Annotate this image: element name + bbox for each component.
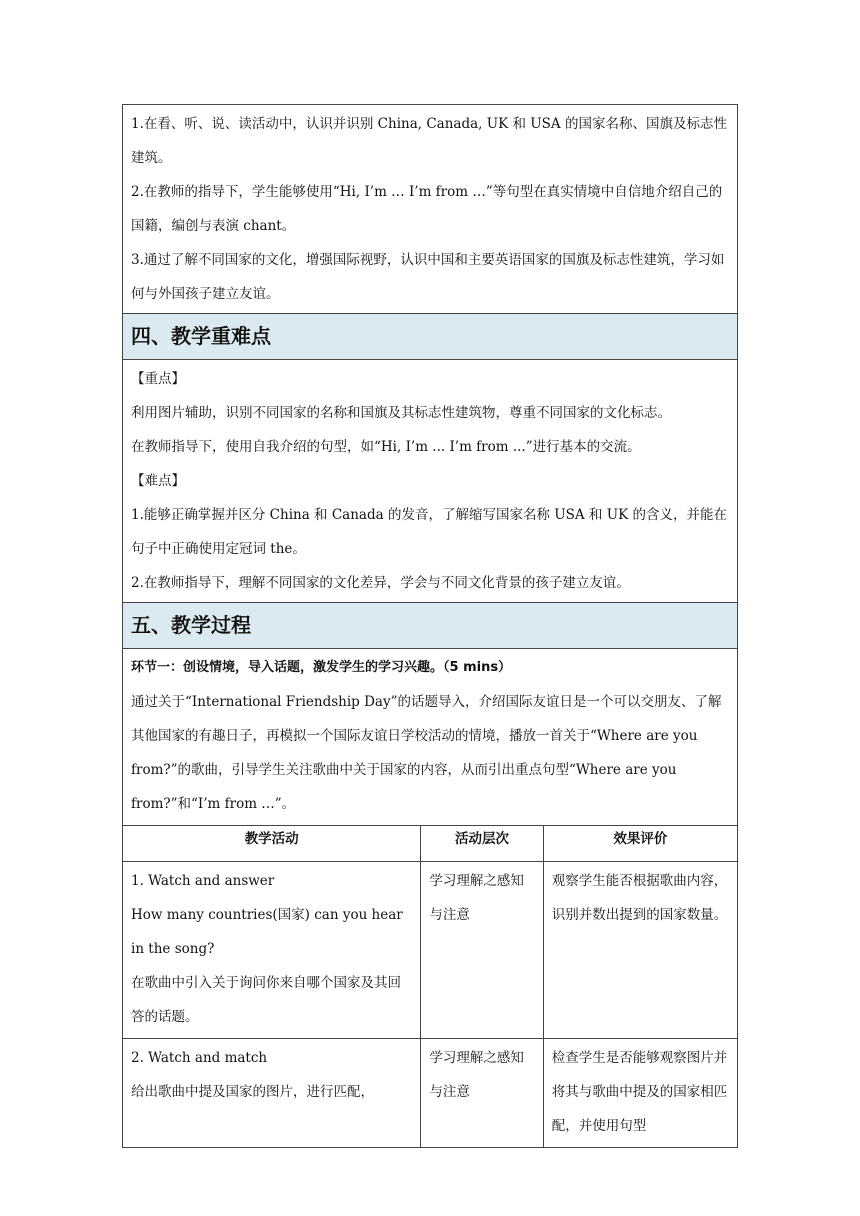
table-row [123, 862, 738, 1039]
objective-1: 1.在看、听、说、读活动中，认识并识别 China, Canada, UK 和 USA 的国家名称、国旗及标志性建筑。 [131, 116, 727, 166]
activity-cell [123, 862, 421, 1039]
objective-2: 2.在教师的指导下，学生能够使用“Hi, I’m … I’m from …”等句型在真实情境中自信地介绍自己的国籍，编创与表演 chant。 [131, 184, 723, 234]
objectives-block [122, 104, 738, 313]
header-level: 活动层次 [421, 826, 543, 862]
step-1-block [122, 648, 738, 825]
activity-line: 给出歌曲中提及国家的图片，进行匹配， [131, 1084, 374, 1100]
level-cell: 学习理解之感知与注意 [421, 1039, 543, 1148]
activities-table [122, 825, 738, 1148]
difficult-point-2: 2.在教师指导下，理解不同国家的文化差异，学会与不同文化背景的孩子建立友谊。 [131, 575, 630, 591]
key-points-label: 【重点】 [131, 371, 185, 387]
table-header-row [123, 826, 738, 862]
section-5-heading: 五、教学过程 [122, 602, 738, 648]
evaluation-cell: 检查学生是否能够观察图片并将其与歌曲中提及的国家相匹配，并使用句型 [543, 1039, 737, 1148]
level-cell: 学习理解之感知与注意 [421, 862, 543, 1039]
step-1-title: 环节一：创设情境，导入话题，激发学生的学习兴趣。（5 mins） [131, 660, 512, 675]
evaluation-cell: 观察学生能否根据歌曲内容，识别并数出提到的国家数量。 [543, 862, 737, 1039]
activity-line: How many countries(国家) can you hear in the song? [131, 907, 403, 957]
activity-line: 2. Watch and match [131, 1050, 268, 1066]
difficult-point-1: 1.能够正确掌握并区分 China 和 Canada 的发音，了解缩写国家名称 USA 和 UK 的含义，并能在句子中正确使用定冠词 the。 [131, 507, 727, 557]
section-4-heading: 四、教学重难点 [122, 313, 738, 359]
key-point-1: 利用图片辅助，识别不同国家的名称和国旗及其标志性建筑物，尊重不同国家的文化标志。 [131, 405, 671, 421]
key-point-2: 在教师指导下，使用自我介绍的句型，如“Hi, I’m ... I’m from ...”进行基本的交流。 [131, 439, 641, 455]
activity-line: 在歌曲中引入关于询问你来自哪个国家及其回答的话题。 [131, 975, 401, 1025]
activity-line: 1. Watch and answer [131, 873, 275, 889]
activity-cell [123, 1039, 421, 1148]
difficult-points-label: 【难点】 [131, 473, 185, 489]
step-1-description: 通过关于“International Friendship Day”的话题导入，介绍国际友谊日是一个可以交朋友、了解其他国家的有趣日子，再模拟一个国际友谊日学校活动的情境，播放一首关于“Where are you from?”的歌曲，引导学生关注歌曲中关于国家的内容，从而引出重点句型“Where are you from?”和“I’m from …”。 [131, 694, 722, 812]
table-row [123, 1039, 738, 1148]
lesson-plan-document [122, 104, 738, 1148]
objective-3: 3.通过了解不同国家的文化，增强国际视野，认识中国和主要英语国家的国旗及标志性建筑，学习如何与外国孩子建立友谊。 [131, 252, 725, 302]
key-difficult-points-block [122, 359, 738, 602]
header-evaluation: 效果评价 [543, 826, 737, 862]
header-activity: 教学活动 [123, 826, 421, 862]
